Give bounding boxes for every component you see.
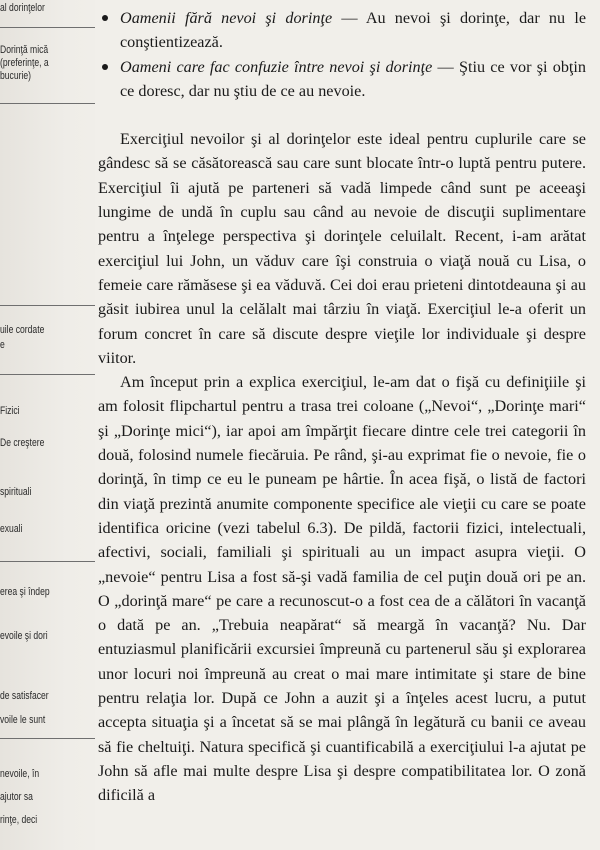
margin-fragment: e <box>0 339 5 351</box>
margin-fragment: (preferinţe, a <box>0 57 49 69</box>
margin-fragment: erea şi îndep <box>0 586 50 598</box>
bullet-term: Oameni care fac confuzie între nevoi şi dorinţe <box>120 57 433 76</box>
margin-rule <box>0 374 95 375</box>
margin-fragment: De creştere <box>0 437 45 449</box>
margin-fragment: ajutor sa <box>0 791 33 803</box>
adjacent-page-margin <box>0 0 95 850</box>
margin-fragment: bucurie) <box>0 70 32 82</box>
bullet-text: — Au nevoi şi dorinţe, dar nu le conştientizează. <box>120 9 586 52</box>
bullet-item <box>98 6 586 55</box>
body-paragraph: Am început prin a explica exerciţiul, le-am dat o fişă cu definiţiile şi am folosit flipchartul pentru a trasa trei coloane („Nevoi“, „Dorinţe mari“ şi „Dorinţe mici“), iar apoi am împărţit fiecare dintre cele trei categorii în două, folosind numele fiecăruia. Pe rând, şi-au exprimat fie o nevoie, fie o dorinţă, în timp ce eu le puneam pe hârtie. În acea fişă, o listă de factori din viaţă prezintă anumite componente specifice ale vieţii cu care se poate identifica oricine (vezi tabelul 6.3). De pildă, factorii fizici, intelectuali, afectivi, sociali, familiali şi spirituali au un impact asupra vieţii. O „nevoie“ pentru Lisa a fost să-şi vadă familia de cel puţin două ori pe an. O „dorinţă mare“ pe care a recunoscut-o a fost cea de a călători în vacanţă o dată pe an. „Trebuia neapărat“ să meargă în vacanţă? Nu. Dar entuziasmul planificării excursiei împreună cu partenerul său şi explorarea unor locuri noi împreună au creat o mai mare intimitate şi stare de bine pentru relaţia lor. După ce John a auzit şi a înţeles acest lucru, a putut accepta situaţia şi a încetat să se mai plângă în legătură cu banii ce aveau să fie cheltuiţi. Natura specifică şi cuantificabilă a exerciţiului l-a ajutat pe John să afle mai multe despre Lisa şi despre compatibilitatea lor. O zonă dificilă a <box>98 373 586 805</box>
page-body <box>98 0 586 808</box>
margin-fragment: rinţe, deci <box>0 814 38 826</box>
bullet-dot-icon <box>102 15 108 21</box>
bullet-text: — Ştiu ce vor şi obţin ce doresc, dar nu ştiu de ce au nevoie. <box>120 57 586 100</box>
bullet-item <box>98 55 586 104</box>
margin-fragment: al dorinţelor <box>0 2 45 14</box>
margin-fragment: de satisfacer <box>0 690 49 702</box>
margin-rule <box>0 305 95 306</box>
margin-fragment: exuali <box>0 523 23 535</box>
margin-rule <box>0 27 95 28</box>
margin-rule <box>0 561 95 562</box>
margin-fragment: evoile şi dori <box>0 630 48 642</box>
margin-fragment: nevoile, în <box>0 768 40 780</box>
body-paragraph: Exerciţiul nevoilor şi al dorinţelor este ideal pentru cuplurile care se gândesc să se căsătorească sau care sunt blocate într-o luptă pentru putere. Exerciţiul îi ajută pe parteneri să vadă limpede când sunt pe aceeaşi lungime de undă în cuplu sau când au nevoie de discuţii suplimentare pentru a înţelege perspectiva şi dorinţele celuilalt. Recent, i-am arătat exerciţiul lui John, un văduv care îşi construia o viaţă nouă cu Lisa, o femeie care rămăsese şi ea văduvă. Cei doi erau prieteni dintotdeauna şi au găsit iubirea unul la celălalt mai târziu în viaţă. Exerciţiul le-a oferit un forum concret în care să discute despre vieţile lor individuale şi despre viitor. <box>98 130 586 367</box>
margin-fragment: uile cordate <box>0 324 45 336</box>
margin-fragment: spirituali <box>0 486 32 498</box>
margin-fragment: voile le sunt <box>0 714 46 726</box>
margin-fragment: Dorinţă mică <box>0 44 49 56</box>
bullet-term: Oamenii fără nevoi şi dorinţe <box>120 9 333 27</box>
margin-rule <box>0 738 95 739</box>
margin-fragment: Fizici <box>0 405 20 417</box>
bullet-dot-icon <box>102 64 108 70</box>
margin-rule <box>0 103 95 104</box>
